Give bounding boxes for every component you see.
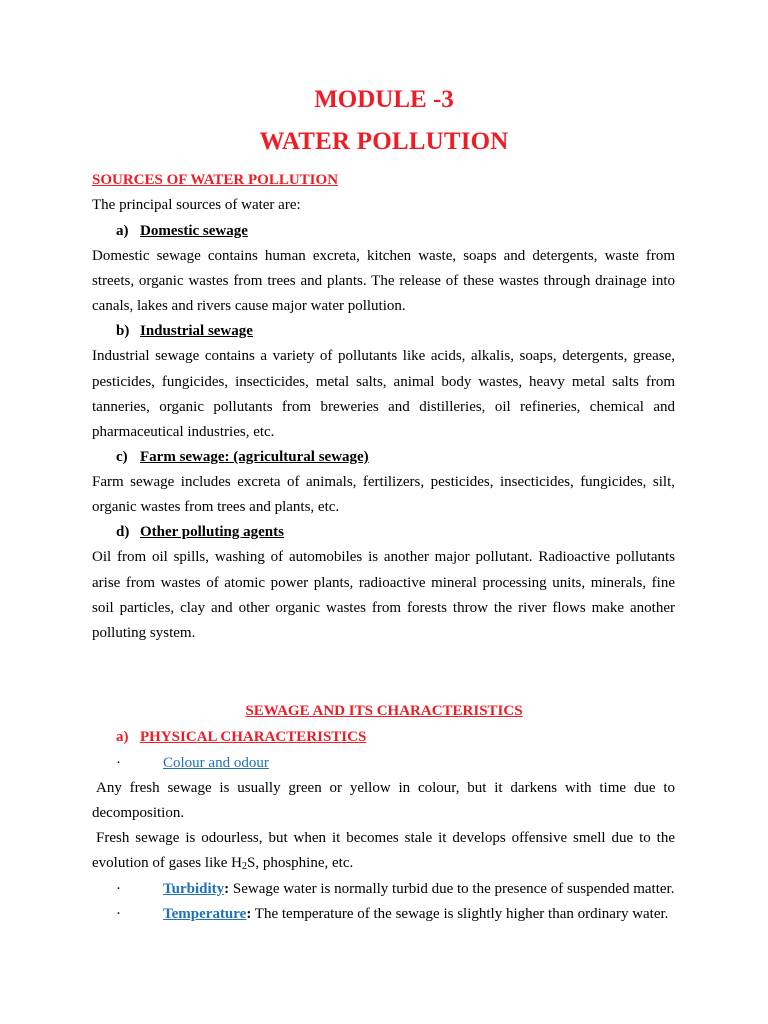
- industrial-label: Industrial sewage: [140, 323, 253, 339]
- turbidity-label: Turbidity: [163, 881, 225, 897]
- paragraph-line: pesticides, fungicides, insecticides, metal salts, animal body wastes, heavy metal salts from: [92, 374, 675, 390]
- turbidity-text: Sewage water is normally turbid due to the presence of suspended matter.: [229, 881, 675, 897]
- paragraph-line: decomposition.: [92, 805, 185, 821]
- temperature-label: Temperature: [163, 906, 247, 922]
- physical-label: PHYSICAL CHARACTERISTICS: [140, 729, 367, 745]
- paragraph-line: tanneries, organic pollutants from breweries and distilleries, oil refineries, chemical and: [92, 399, 675, 415]
- list-marker: a): [116, 223, 129, 239]
- domestic-heading: [116, 223, 248, 240]
- sources-heading: SOURCES OF WATER POLLUTION: [92, 172, 339, 188]
- bullet-icon: ·: [116, 755, 121, 771]
- paragraph-line: arise from wastes of atomic power plants, radioactive mineral processing units, minerals, fine: [92, 575, 675, 591]
- list-marker: c): [116, 449, 128, 465]
- page-title: WATER POLLUTION: [259, 128, 509, 155]
- paragraph-line: polluting system.: [92, 625, 196, 641]
- sewage-heading: SEWAGE AND ITS CHARACTERISTICS: [245, 703, 523, 719]
- physical-heading: [116, 729, 366, 746]
- farm-heading: [116, 449, 369, 466]
- paragraph-line: [92, 855, 353, 872]
- paragraph-line: organic wastes from trees and plants, etc.: [92, 499, 340, 515]
- paragraph-line: Any fresh sewage is usually green or yellow in colour, but it darkens with time due to: [96, 780, 675, 796]
- paragraph-line: Oil from oil spills, washing of automobiles is another major pollutant. Radioactive pollutants: [92, 549, 675, 565]
- module-title: MODULE -3: [314, 86, 454, 113]
- paragraph-line: Industrial sewage contains a variety of pollutants like acids, alkalis, soaps, detergents, grease,: [92, 348, 675, 364]
- paragraph-line: canals, lakes and rivers cause major water pollution.: [92, 298, 406, 314]
- temperature-text: The temperature of the sewage is slightly higher than ordinary water.: [251, 906, 669, 922]
- paragraph-line: streets, organic wastes from trees and plants. The release of these wastes through drainage into: [92, 273, 675, 289]
- other-label: Other polluting agents: [140, 524, 284, 540]
- paragraph-line: Domestic sewage contains human excreta, kitchen waste, soaps and detergents, waste from: [92, 248, 675, 264]
- list-marker: a): [116, 729, 129, 745]
- colon: :: [246, 906, 252, 922]
- colour-item: [116, 755, 269, 772]
- paragraph-line: Farm sewage includes excreta of animals, fertilizers, pesticides, insecticides, fungicides, silt,: [92, 474, 675, 490]
- text-fragment: S, phosphine, etc.: [246, 855, 354, 871]
- paragraph-line: soil particles, clay and other organic wastes from forests throw the river flows make another: [92, 600, 675, 616]
- text-fragment: evolution of gases like H: [92, 855, 242, 871]
- list-marker: b): [116, 323, 130, 339]
- colour-label: Colour and odour: [163, 755, 269, 771]
- turbidity-item: [116, 881, 674, 898]
- paragraph-line: Fresh sewage is odourless, but when it becomes stale it develops offensive smell due to the: [96, 830, 675, 846]
- bullet-icon: ·: [116, 906, 121, 922]
- temperature-item: [116, 906, 668, 923]
- list-marker: d): [116, 524, 130, 540]
- other-heading: [116, 524, 284, 541]
- colon: :: [224, 881, 230, 897]
- domestic-label: Domestic sewage: [140, 223, 248, 239]
- bullet-icon: ·: [116, 881, 121, 897]
- paragraph-line: pharmaceutical industries, etc.: [92, 424, 275, 440]
- industrial-heading: [116, 323, 253, 340]
- subscript: 2: [241, 861, 247, 872]
- intro-text: The principal sources of water are:: [92, 197, 301, 213]
- farm-label: Farm sewage: (agricultural sewage): [140, 449, 369, 465]
